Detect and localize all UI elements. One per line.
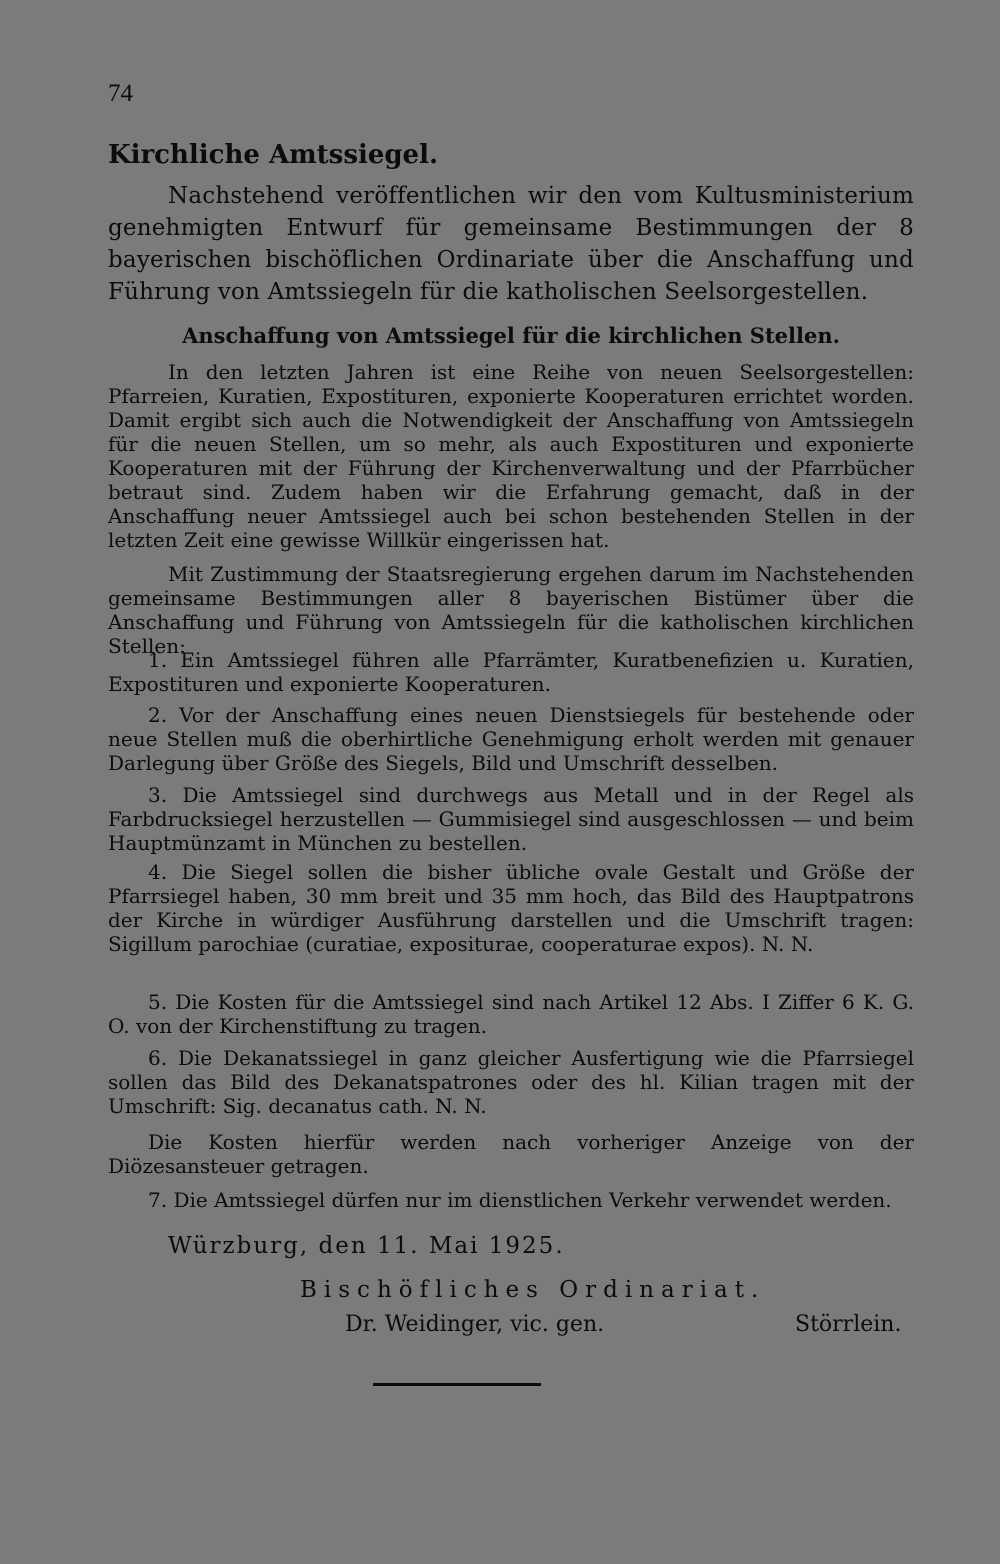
place-date: Würzburg, den 11. Mai 1925.	[168, 1233, 565, 1259]
closing-rule	[373, 1383, 541, 1386]
list-item-text: 7. Die Amtssiegel dürfen nur im dienstlichen Verkehr verwendet werden.	[148, 1188, 892, 1212]
page-title: Kirchliche Amtssiegel.	[108, 140, 439, 170]
paragraph-1: In den letzten Jahren ist eine Reihe von neuen Seelsorgestellen: Pfarreien, Kuratien, Expostituren, exponierte Kooperaturen errichtet worden. Damit ergibt sich auch die Notwendigkeit der Anschaffung von Amtssiegeln für die neuen Stellen, um so mehr, als auch Expostituren und exponierte Kooperaturen mit der Führung der Kirchenverwaltung und der Pfarrbücher betraut sind. Zudem haben wir die Erfahrung gemacht, daß in der Anschaffung neuer Amtssiegel auch bei schon bestehenden Stellen in der letzten Zeit eine gewisse Willkür eingerissen hat.	[108, 360, 914, 552]
list-item-5	[108, 990, 914, 1038]
list-item-text: 5. Die Kosten für die Amtssiegel sind nach Artikel 12 Abs. I Ziffer 6 K. G. O. von der Kirchenstiftung zu tragen.	[108, 990, 914, 1038]
issuing-office: Bischöfliches Ordinariat.	[300, 1277, 766, 1303]
intro-paragraph: Nachstehend veröffentlichen wir den vom Kultusministerium genehmigten Entwurf für gemeinsame Bestimmungen der 8 bayerischen bischöflichen Ordinariate über die Anschaffung und Führung von Amtssiegeln für die katholischen Seelsorgestellen.	[108, 183, 914, 305]
paragraph-2: Mit Zustimmung der Staatsregierung ergehen darum im Nachstehenden gemeinsame Bestimmungen aller 8 bayerischen Bistümer über die Anschaffung und Führung von Amtssiegeln für die katholischen kirchlichen Stellen:	[108, 562, 914, 658]
list-item-7	[108, 1188, 914, 1212]
costs-note: Die Kosten hierfür werden nach vorheriger Anzeige von der Diözesansteuer getragen.	[108, 1130, 914, 1178]
list-item-text: 1. Ein Amtssiegel führen alle Pfarrämter, Kuratbenefizien u. Kuratien, Expostituren und exponierte Kooperaturen.	[108, 648, 914, 696]
list-item-6	[108, 1046, 914, 1118]
page-number: 74	[108, 80, 133, 107]
list-item-2	[108, 703, 914, 775]
list-item-text: 4. Die Siegel sollen die bisher übliche ovale Gestalt und Größe der Pfarrsiegel haben, 30 mm breit und 35 mm hoch, das Bild des Hauptpatrons der Kirche in würdiger Ausführung darstellen und die Umschrift tragen: Sigillum parochiae (curatiae, expositurae, cooperaturae expos). N. N.	[108, 860, 914, 956]
list-item-3	[108, 783, 914, 855]
list-item-text: 3. Die Amtssiegel sind durchwegs aus Metall und in der Regel als Farbdrucksiegel herzustellen — Gummisiegel sind ausgeschlossen — und beim Hauptmünzamt in München zu bestellen.	[108, 783, 914, 855]
signature-left: Dr. Weidinger, vic. gen.	[345, 1312, 605, 1337]
list-item-1	[108, 648, 914, 696]
list-item-text: 2. Vor der Anschaffung eines neuen Dienstsiegels für bestehende oder neue Stellen muß die oberhirtliche Genehmigung erholt werden mit genauer Darlegung über Größe des Siegels, Bild und Umschrift desselben.	[108, 703, 914, 775]
signature-right: Störrlein.	[795, 1312, 902, 1337]
list-item-text: 6. Die Dekanatssiegel in ganz gleicher Ausfertigung wie die Pfarrsiegel sollen das Bild des Dekanatspatrones oder des hl. Kilian tragen mit der Umschrift: Sig. decanatus cath. N. N.	[108, 1046, 914, 1118]
section-heading: Anschaffung von Amtssiegel für die kirchlichen Stellen.	[182, 323, 840, 348]
list-item-4	[108, 860, 914, 956]
